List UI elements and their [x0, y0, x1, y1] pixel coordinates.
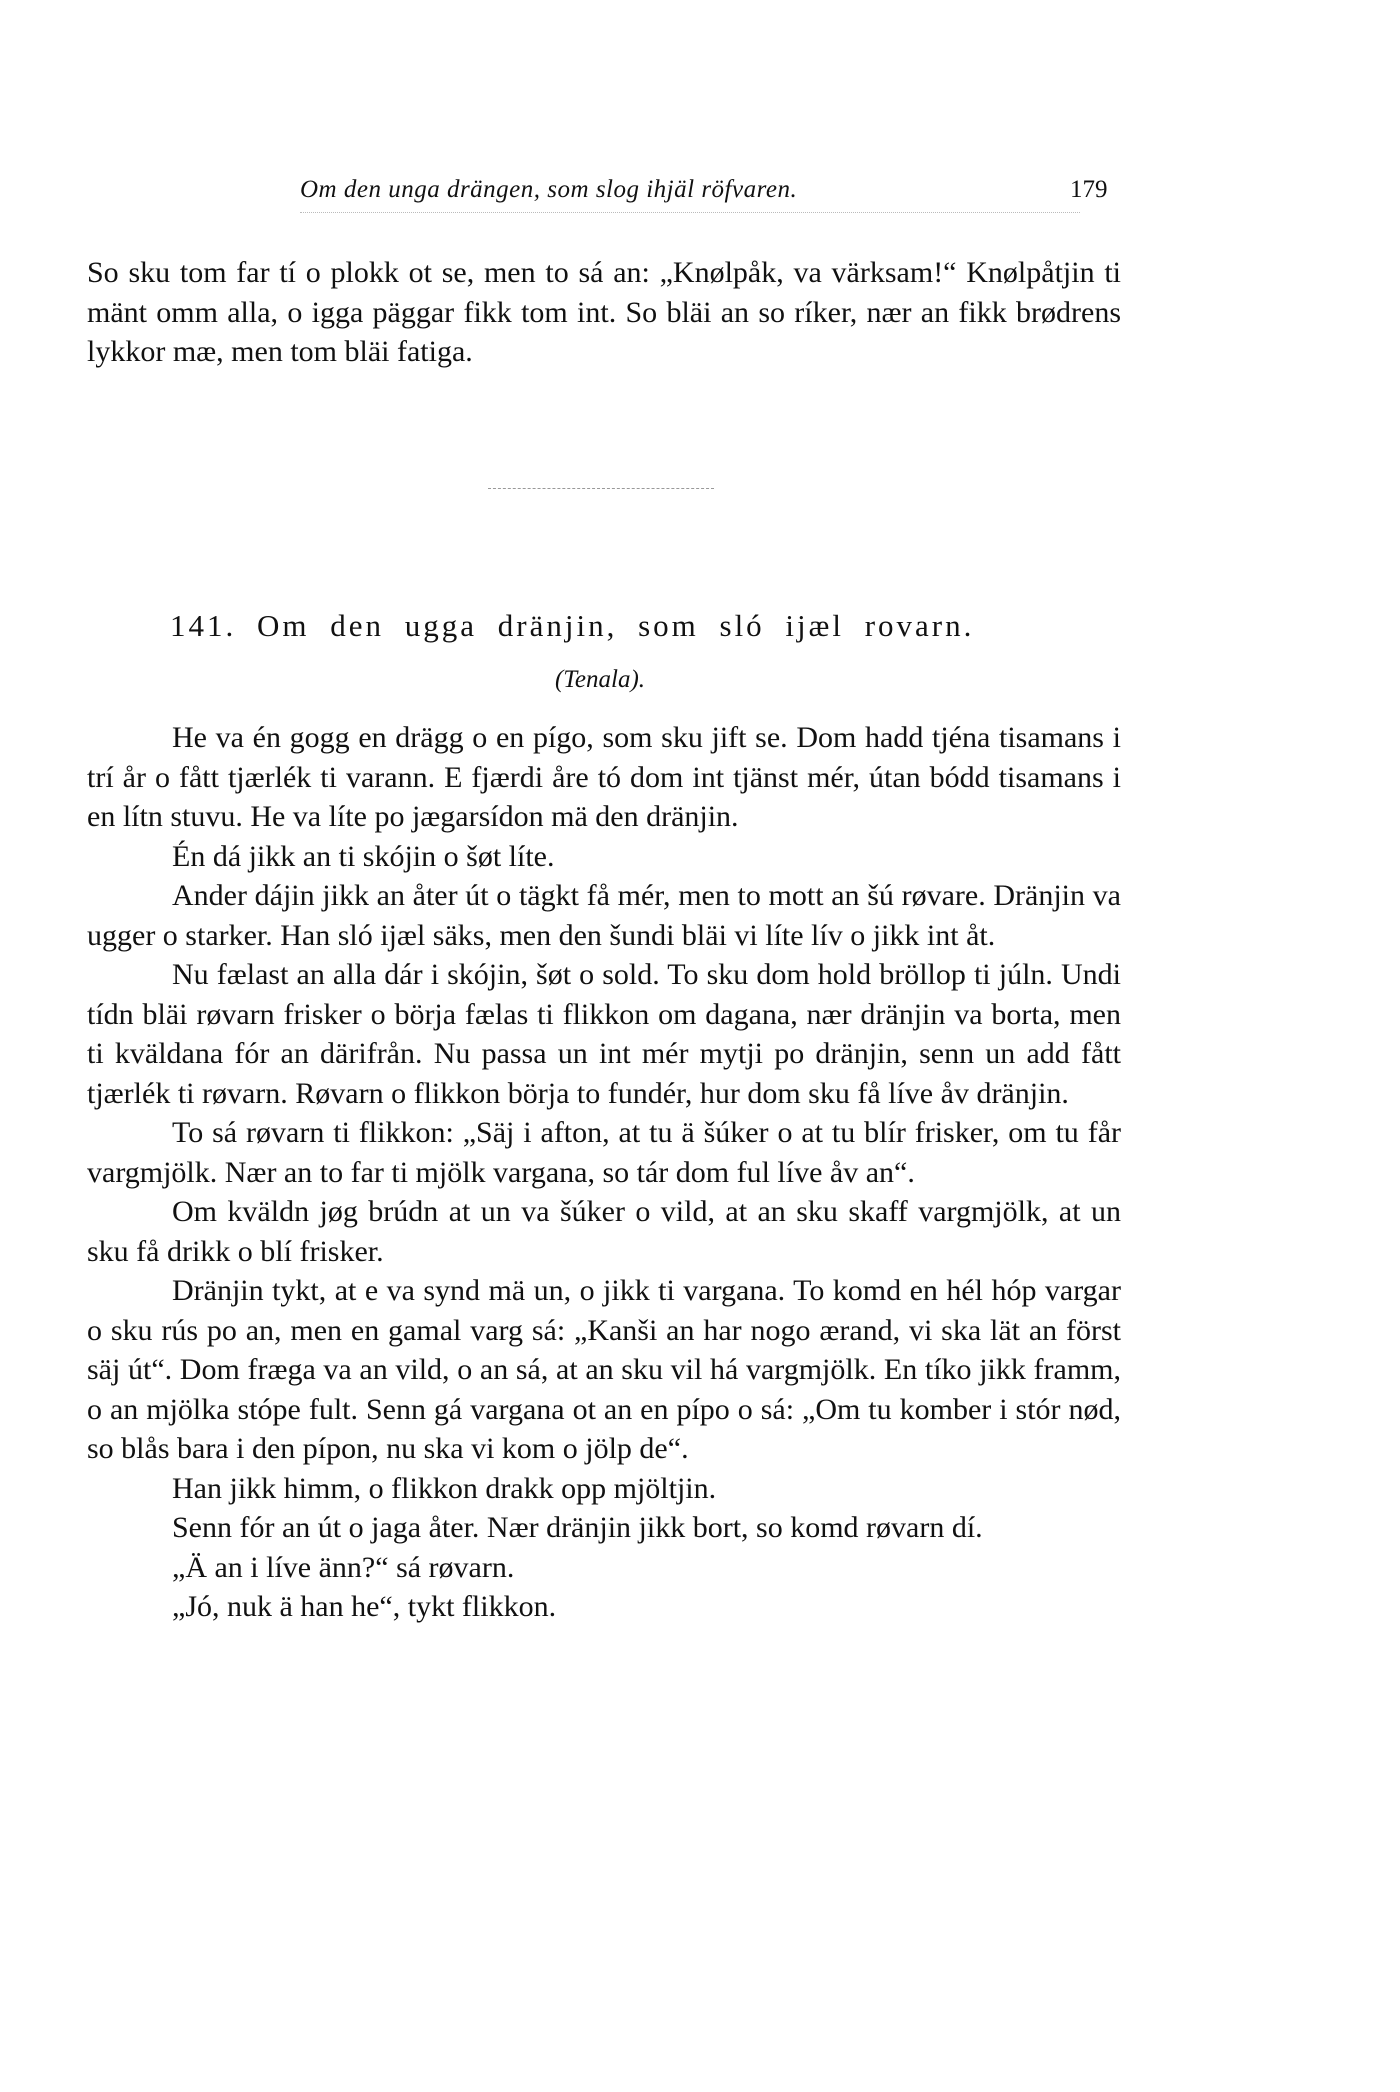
paragraph: Nu fælast an alla dár i skójin, šøt o sold. To sku dom hold bröllop ti júln. Undi tídn bläi røvarn frisker o börja fælas ti flikkon om dagana, nær dränjin va borta, men ti kväldana fór an därifrån. Nu passa un int mér mytji po dränjin, senn un add fått tjærlék ti røvarn. Røvarn o flikkon börja to fundér, hur dom sku få líve åv dränjin. [87, 958, 1121, 1110]
paragraph: Én dá jikk an ti skójin o šøt líte. [172, 839, 555, 873]
running-title: Om den unga drängen, som slog ihjäl röfvaren. [300, 176, 798, 203]
paragraph: „Ä an i líve änn?“ sá røvarn. [172, 1550, 515, 1584]
paragraph: Dränjin tykt, at e va synd mä un, o jikk ti vargana. To komd en hél hóp vargar o sku rús po an, men en gamal varg sá: „Kanši an har nogo ærand, vi ska lät an först säj út“. Dom fræga va an vild, o an sá, at an sku vil há vargmjölk. En tíko jikk framm, o an mjölka stópe fult. Senn gá vargana ot an en pípo o sá: „Om tu komber i stór nød, so blås bara i den pípon, nu ska vi kom o jölp de“. [87, 1274, 1121, 1465]
intro-text [87, 253, 1121, 372]
paragraph: Om kväldn jøg brúdn at un va šúker o vild, at an sku skaff vargmjölk, at un sku få drikk o blí frisker. [87, 1195, 1121, 1268]
section-divider [488, 488, 714, 489]
section-subtitle: (Tenala). [554, 666, 646, 693]
paragraph: To sá røvarn ti flikkon: „Säj i afton, at tu ä šúker o at tu blír frisker, om tu får vargmjölk. Nær an to far ti mjölk vargana, so tár dom ful líve åv an“. [87, 1116, 1121, 1189]
paragraph: Ander dájin jikk an åter út o tägkt få mér, men to mott an šú røvare. Dränjin va ugger o starker. Han sló ijæl säks, men den šundi bläi vi líte lív o jikk int åt. [87, 879, 1121, 952]
section-title: 141. Om den ugga dränjin, som sló ijæl rovarn. [170, 608, 975, 643]
page-number: 179 [1070, 176, 1108, 203]
paragraph: „Jó, nuk ä han he“, tykt flikkon. [172, 1590, 557, 1623]
story-text [87, 718, 1121, 1627]
paragraph: So sku tom far tí o plokk ot se, men to sá an: „Knølpåk, va värksam!“ Knølpåtjin ti mänt omm alla, o igga päggar fikk tom int. So bläi an so ríker, nær an fikk brødrens lykkor mæ, men tom bläi fatiga. [87, 256, 1121, 368]
paragraph: Han jikk himm, o flikkon drakk opp mjöltjin. [172, 1471, 717, 1505]
paragraph: He va én gogg en drägg o en pígo, som sku jift se. Dom hadd tjéna tisamans i trí år o fått tjærlék ti varann. E fjærdi åre tó dom int tjänst mér, útan bódd tisamans i en lítn stuvu. He va líte po jægarsídon mä den dränjin. [87, 721, 1121, 833]
header-rule [300, 212, 1080, 213]
paragraph: Senn fór an út o jaga åter. Nær dränjin jikk bort, so komd røvarn dí. [172, 1511, 983, 1544]
